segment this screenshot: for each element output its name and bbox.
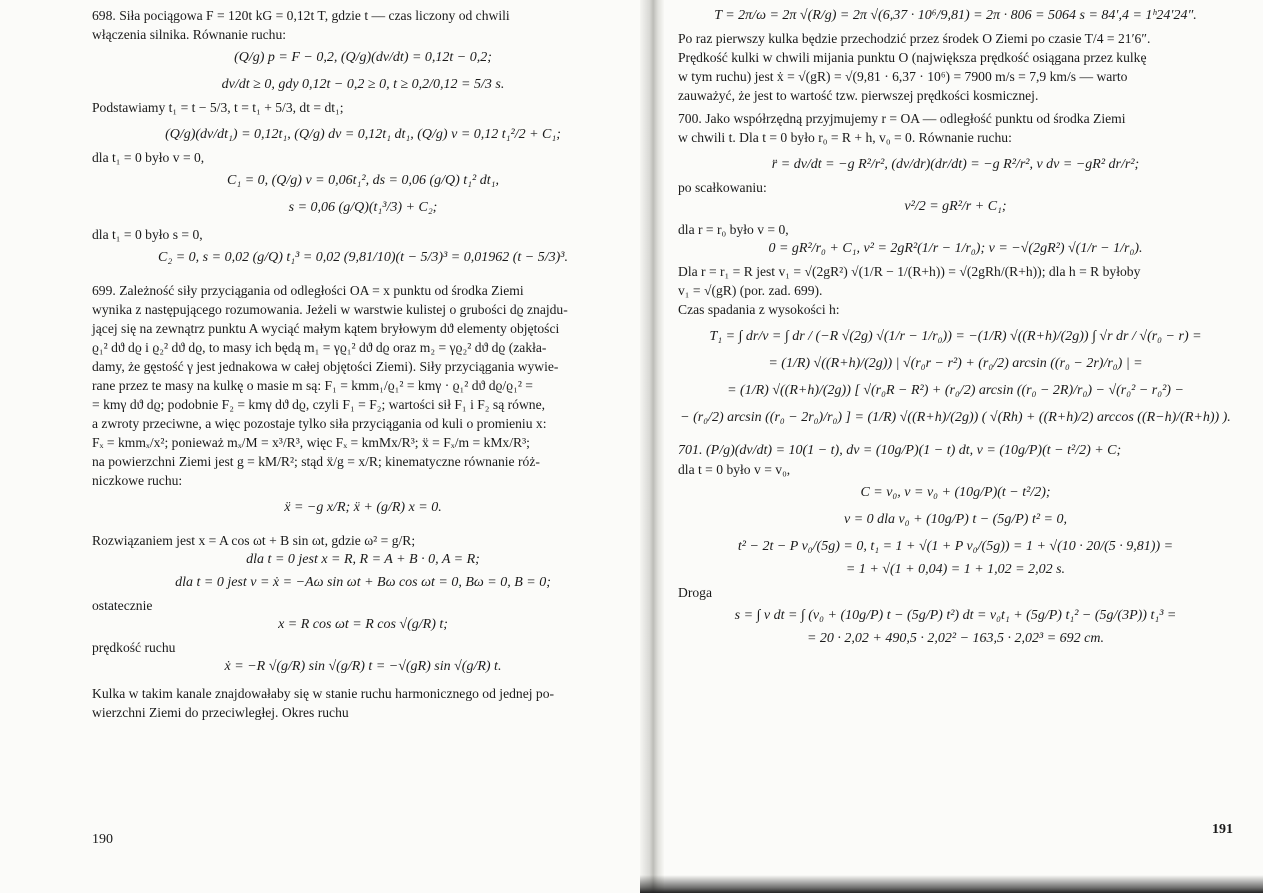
equation: s = 0,06 (g/Q)(t₁³/3) + C₂; <box>288 200 438 215</box>
equation: v²/2 = gR²/r + C₁; <box>904 199 1007 214</box>
text-line: ostatecznie <box>92 598 153 613</box>
text-line: wierzchni Ziemi do przeciwległej. Okres ruchu <box>92 705 349 720</box>
problem-701-equation: 701. (P/g)(dv/dt) = 10(1 − t), dv = (10g/P)(1 − t) dt, v = (10g/P)(t − t²/2) + C; <box>678 443 1122 458</box>
text-line: Dla r = r₁ = R jest v₁ = √(2gR²) √(1/R − 1/(R+h)) = √(2gRh/(R+h)); dla h = R byłoby <box>678 264 1141 279</box>
text-line: ϱ₁² dϑ dϱ i ϱ₂² dϑ dϱ, to masy ich będą m₁ = γϱ₁² dϑ dϱ oraz m₂ = γϱ₂² dϑ dϱ (zakła- <box>92 340 547 355</box>
equation: dla t = 0 jest x = R, R = A + B · 0, A = R; <box>246 552 480 567</box>
text-line: Rozwiązaniem jest x = A cos ωt + B sin ωt, gdzie ω² = g/R; <box>92 533 416 548</box>
equation: t² − 2t − P v₀/(5g) = 0, t₁ = 1 + √(1 + P v₀/(5g)) = 1 + √(10 · 20/(5 · 9,81)) = <box>737 539 1174 554</box>
equation: T₁ = ∫ dr/v = ∫ dr / (−R √(2g) √(1/r − 1/r₀)) = −(1/R) √((R+h)/(2g)) ∫ √r dr / √(r₀ − r) = <box>709 329 1202 344</box>
text-line: = kmγ dϑ dϱ; podobnie F₂ = kmγ dϑ dϱ, czyli F₁ = F₂; wartości sił F₁ i F₂ są równe, <box>92 397 546 412</box>
text-line: w chwili t. Dla t = 0 było r₀ = R + h, v₀ = 0. Równanie ruchu: <box>678 130 1012 145</box>
page-number-right: 191 <box>1212 822 1233 837</box>
text-line: zauważyć, że jest to wartość tzw. pierwszej prędkości kosmicznej. <box>678 88 1039 103</box>
text-line: dla t₁ = 0 było v = 0, <box>92 150 205 165</box>
text-line: wynika z następującego rozumowania. Jeżeli w warstwie kulistej o grubości dϱ znajdu- <box>92 302 568 317</box>
text-line: włączenia silnika. Równanie ruchu: <box>92 27 287 42</box>
equation: dla t = 0 jest v = ẋ = −Aω sin ωt + Bω cos ωt = 0, Bω = 0, B = 0; <box>175 575 551 590</box>
text-line: w tym ruchu) jest ẋ = √(gR) = √(9,81 · 6,37 · 10⁶) = 7900 m/s = 7,9 km/s — warto <box>678 69 1128 84</box>
text-line: na powierzchni Ziemi jest g = kM/R²; stąd ẍ/g = x/R; kinematyczne równanie róż- <box>92 454 540 469</box>
page-number-left: 190 <box>92 832 113 847</box>
problem-700-line-1: 700. Jako współrzędną przyjmujemy r = OA — odległość punktu od środka Ziemi <box>678 111 1126 126</box>
text-line: niczkowe ruchu: <box>92 473 183 488</box>
scan-edge-shadow <box>640 875 1263 893</box>
equation: − (r₀/2) arcsin ((r₀ − 2r₀)/r₀) ] = (1/R) √((R+h)/(2g)) ( √(Rh) + ((R+h)/2) arccos ((R−h)/(R+h)) ). <box>680 410 1231 425</box>
text-line: Po raz pierwszy kulka będzie przechodzić przez środek O Ziemi po czasie T/4 = 21′6″. <box>678 31 1151 46</box>
equation: = (1/R) √((R+h)/(2g)) | √(r₀r − r²) + (r₀/2) arcsin ((r₀ − 2r)/r₀) | = <box>768 356 1143 371</box>
text-line: jącej się na zewnątrz punktu A wyciąć małym kątem bryłowym dϑ elementy objętości <box>92 321 560 336</box>
equation: C₂ = 0, s = 0,02 (g/Q) t₁³ = 0,02 (9,81/10)(t − 5/3)³ = 0,01962 (t − 5/3)³. <box>158 250 568 265</box>
equation: C = v₀, v = v₀ + (10g/P)(t − t²/2); <box>860 485 1051 500</box>
text-line: Podstawiamy t₁ = t − 5/3, t = t₁ + 5/3, dt = dt₁; <box>92 100 344 115</box>
book-gutter <box>640 0 664 893</box>
equation: 0 = gR²/r₀ + C₁, v² = 2gR²(1/r − 1/r₀); v = −√(2gR²) √(1/r − 1/r₀). <box>768 241 1143 256</box>
text-line: po scałkowaniu: <box>678 180 767 195</box>
text-line: Prędkość kulki w chwili mijania punktu O (największa prędkość osiągana przez kulkę <box>678 50 1147 65</box>
text-line: Fₓ = kmmₓ/x²; ponieważ mₓ/M = x³/R³, więc Fₓ = kmMx/R³; ẍ = Fₓ/m = kMx/R³; <box>92 435 530 450</box>
text-line: damy, że gęstość γ jest jednakowa w całej objętości Ziemi). Siły przyciągania wywie- <box>92 359 559 374</box>
equation: s = ∫ v dt = ∫ (v₀ + (10g/P) t − (5g/P) t²) dt = v₀t₁ + (5g/P) t₁² − (5g/(3P)) t₁³ = <box>734 608 1177 623</box>
equation: r̈ = dv/dt = −g R²/r², (dv/dr)(dr/dt) = −g R²/r², v dv = −gR² dr/r²; <box>771 157 1140 172</box>
equation: C₁ = 0, (Q/g) v = 0,06t₁², ds = 0,06 (g/Q) t₁² dt₁, <box>226 173 500 188</box>
text-line: dla t₁ = 0 było s = 0, <box>92 227 203 242</box>
problem-698-line-1: 698. Siła pociągowa F = 120t kG = 0,12t T, gdzie t — czas liczony od chwili <box>92 8 510 23</box>
problem-699-line-1: 699. Zależność siły przyciągania od odległości OA = x punktu od środka Ziemi <box>92 283 524 298</box>
equation: x = R cos ωt = R cos √(g/R) t; <box>278 617 448 632</box>
text-line: Droga <box>678 585 712 600</box>
equation: ẋ = −R √(g/R) sin √(g/R) t = −√(gR) sin √(g/R) t. <box>224 659 502 674</box>
text-line: Kulka w takim kanale znajdowałaby się w stanie ruchu harmonicznego od jednej po- <box>92 686 555 701</box>
text-line: rane przez te masy na kulkę o masie m są: F₁ = kmm₁/ϱ₁² = kmγ · ϱ₁² dϑ dϱ/ϱ₁² = <box>92 378 533 393</box>
equation: v = 0 dla v₀ + (10g/P) t − (5g/P) t² = 0, <box>844 512 1067 527</box>
text-line: Czas spadania z wysokości h: <box>678 302 840 317</box>
text-line: dla r = r₀ było v = 0, <box>678 222 789 237</box>
text-line: v₁ = √(gR) (por. zad. 699). <box>678 283 823 298</box>
equation: = (1/R) √((R+h)/(2g)) [ √(r₀R − R²) + (r₀/2) arcsin ((r₀ − 2R)/r₀) − √(r₀² − r₀²) − <box>727 383 1184 398</box>
equation: = 1 + √(1 + 0,04) = 1 + 1,02 = 2,02 s. <box>845 562 1066 577</box>
text-line: a zwroty przeciwne, a więc pozostaje tylko siła przyciągania od kuli o promieniu x: <box>92 416 547 431</box>
equation: T = 2π/ω = 2π √(R/g) = 2π √(6,37 · 10⁶/9,81) = 2π · 806 = 5064 s = 84′,4 = 1ʰ24′24″. <box>714 8 1197 23</box>
equation: (Q/g) p = F − 0,2, (Q/g)(dv/dt) = 0,12t − 0,2; <box>234 50 492 65</box>
right-page <box>666 0 1263 893</box>
equation: = 20 · 2,02 + 490,5 · 2,02² − 163,5 · 2,02³ = 692 cm. <box>806 631 1104 646</box>
text-line: prędkość ruchu <box>92 640 176 655</box>
equation: ẍ = −g x/R; ẍ + (g/R) x = 0. <box>284 500 442 515</box>
text-line: dla t = 0 było v = v₀, <box>678 462 791 477</box>
equation: dv/dt ≥ 0, gdy 0,12t − 0,2 ≥ 0, t ≥ 0,2/0,12 = 5/3 s. <box>221 77 505 92</box>
equation: (Q/g)(dv/dt₁) = 0,12t₁, (Q/g) dv = 0,12t₁ dt₁, (Q/g) v = 0,12 t₁²/2 + C₁; <box>165 127 561 142</box>
